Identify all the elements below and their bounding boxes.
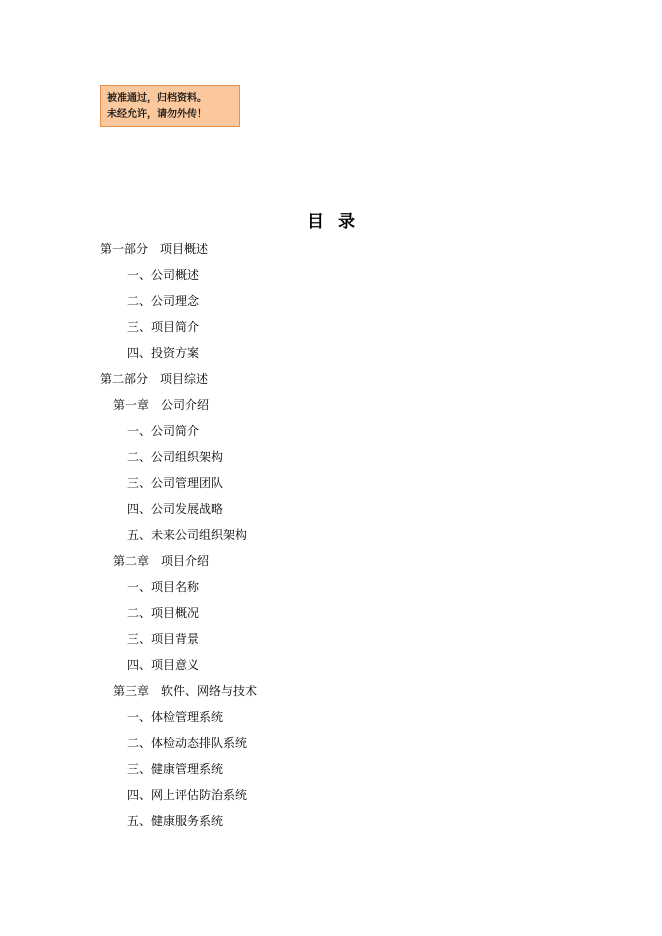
toc-entry-part: 第一部分 项目概述 bbox=[100, 242, 209, 256]
toc-entry-item: 一、体检管理系统 bbox=[127, 710, 224, 724]
toc-entry-item: 四、项目意义 bbox=[127, 658, 200, 672]
toc-entry-item: 三、项目背景 bbox=[127, 632, 200, 646]
toc-entry-item: 四、网上评估防治系统 bbox=[127, 788, 248, 802]
toc-entry-item: 二、公司理念 bbox=[127, 294, 200, 308]
toc-entry-item: 二、项目概况 bbox=[127, 606, 200, 620]
table-of-contents bbox=[0, 239, 662, 837]
toc-entry-item: 五、健康服务系统 bbox=[127, 814, 224, 828]
toc-entry-item: 三、公司管理团队 bbox=[127, 476, 224, 490]
toc-entry-item: 四、公司发展战略 bbox=[127, 502, 224, 516]
toc-entry-item: 三、项目简介 bbox=[127, 320, 200, 334]
toc-entry-chapter: 第一章 公司介绍 bbox=[113, 398, 210, 412]
toc-entry-item: 一、公司简介 bbox=[127, 424, 200, 438]
toc-entry-item: 二、公司组织架构 bbox=[127, 450, 224, 464]
notice-line-1: 被准通过，归档资料。 bbox=[107, 93, 207, 104]
toc-entry-item: 三、健康管理系统 bbox=[127, 762, 224, 776]
toc-entry-item: 四、投资方案 bbox=[127, 346, 200, 360]
toc-entry-part: 第二部分 项目综述 bbox=[100, 372, 209, 386]
toc-entry-chapter: 第二章 项目介绍 bbox=[113, 554, 210, 568]
toc-entry-item: 一、项目名称 bbox=[127, 580, 200, 594]
toc-entry-item: 二、体检动态排队系统 bbox=[127, 736, 248, 750]
archive-notice-box bbox=[100, 85, 240, 127]
toc-entry-item: 一、公司概述 bbox=[127, 268, 200, 282]
toc-entry-item: 五、未来公司组织架构 bbox=[127, 528, 248, 542]
notice-line-2: 未经允许，请勿外传！ bbox=[107, 109, 207, 120]
toc-title: 目录 bbox=[307, 212, 369, 232]
toc-entry-chapter: 第三章 软件、网络与技术 bbox=[113, 684, 258, 698]
